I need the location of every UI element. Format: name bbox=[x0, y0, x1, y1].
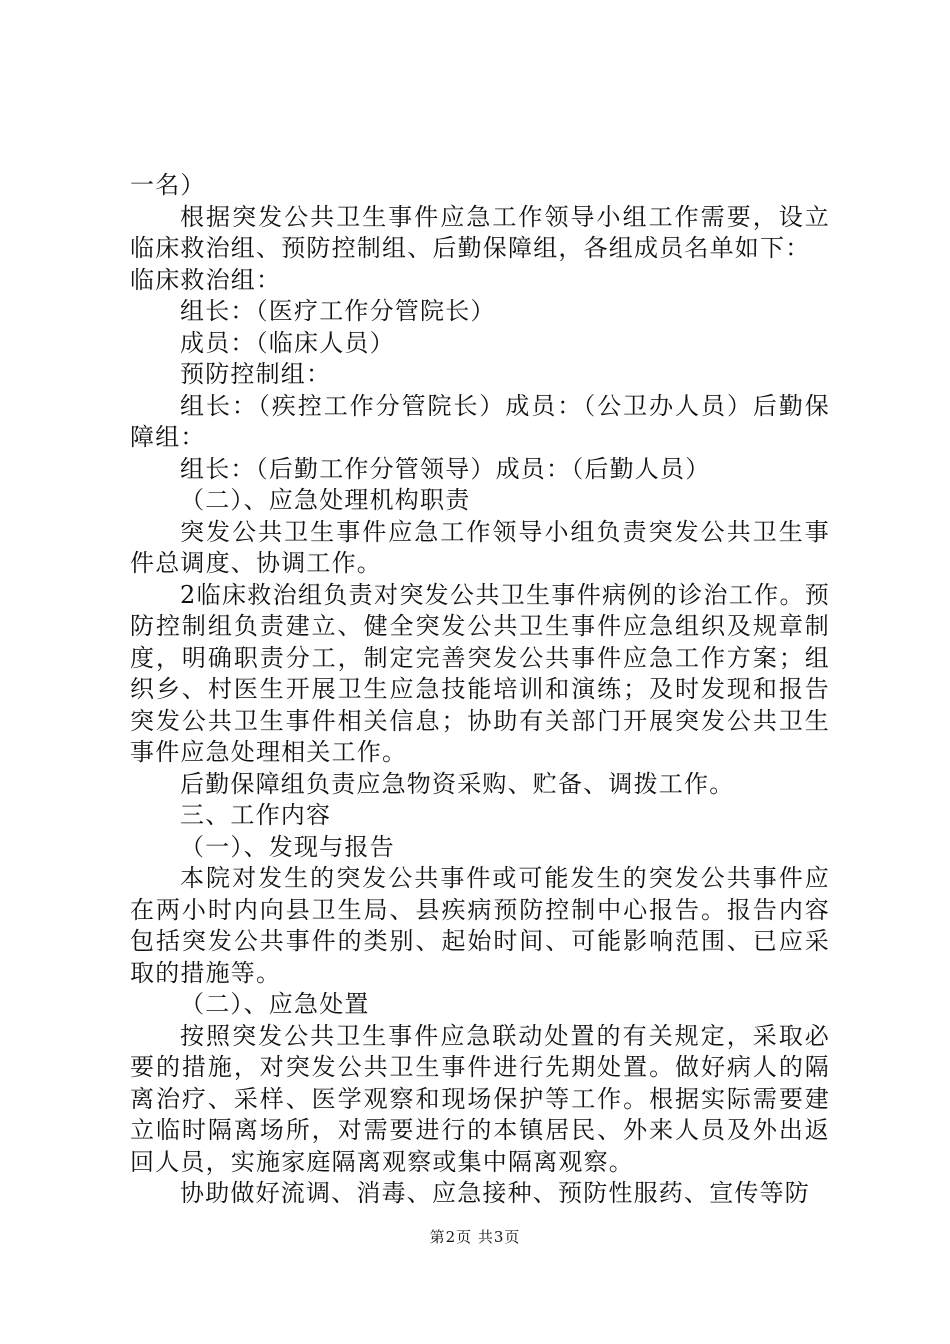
paragraph-11: 后勤保障组负责应急物资采购、贮备、调拨工作。 bbox=[180, 769, 735, 798]
paragraph-12: 三、工作内容 bbox=[180, 801, 332, 829]
paragraph-16: 按照突发公共卫生事件应急联动处置的有关规定，采取必要的措施，对突发公共卫生事件进行先期处置。做好病人的隔离治疗、采样、医学观察和现场保护等工作。根据实际需要建立临时隔离场所，对需要进行的本镇居民、外来人员及外出返回人员，实施家庭隔离观察或集中隔离观察。 bbox=[130, 1021, 830, 1176]
paragraph-9: 突发公共卫生事件应急工作领导小组负责突发公共卫生事件总调度、协调工作。 bbox=[130, 517, 830, 577]
paragraph-2: 临床救治组： bbox=[130, 265, 282, 294]
paragraph-8: （二）、应急处理机构职责 bbox=[180, 486, 471, 514]
paragraph-3: 组长：（医疗工作分管院长） bbox=[180, 297, 496, 325]
paragraph-10: 2临床救治组负责对突发公共卫生事件病例的诊治工作。预防控制组负责建立、健全突发公共卫生事件应急组织及规章制度，明确职责分工，制定完善突发公共事件应急工作方案；组织乡、村医生开展卫生应急技能培训和演练；及时发现和报告突发公共卫生事件相关信息；协助有关部门开展突发公共卫生事件应急处理相关工作。 bbox=[130, 580, 830, 766]
paragraph-14: 本院对发生的突发公共事件或可能发生的突发公共事件应在两小时内向县卫生局、县疾病预防控制中心报告。报告内容包括突发公共事件的类别、起始时间、可能影响范围、已应采取的措施等。 bbox=[130, 864, 830, 987]
paragraph-15: （二）、应急处置 bbox=[180, 990, 370, 1018]
paragraph-6: 组长：（疾控工作分管院长）成员：（公卫办人员）后勤保障组： bbox=[130, 391, 830, 451]
paragraph-17: 协助做好流调、消毒、应急接种、预防性服药、宣传等防 bbox=[180, 1179, 810, 1207]
paragraph-5: 预防控制组： bbox=[180, 360, 332, 388]
paragraph-7: 组长：（后勤工作分管领导）成员：（后勤人员） bbox=[180, 454, 711, 483]
paragraph-1: 根据突发公共卫生事件应急工作领导小组工作需要，设立临床救治组、预防控制组、后勤保障组，各组成员名单如下： bbox=[130, 202, 830, 262]
document-body bbox=[130, 170, 830, 1210]
paragraph-13: （一）、发现与报告 bbox=[180, 832, 395, 861]
paragraph-0: 一名） bbox=[130, 171, 206, 199]
paragraph-4: 成员：（临床人员） bbox=[180, 328, 395, 357]
page-number-footer: 第2页 共3页 bbox=[429, 1228, 521, 1246]
